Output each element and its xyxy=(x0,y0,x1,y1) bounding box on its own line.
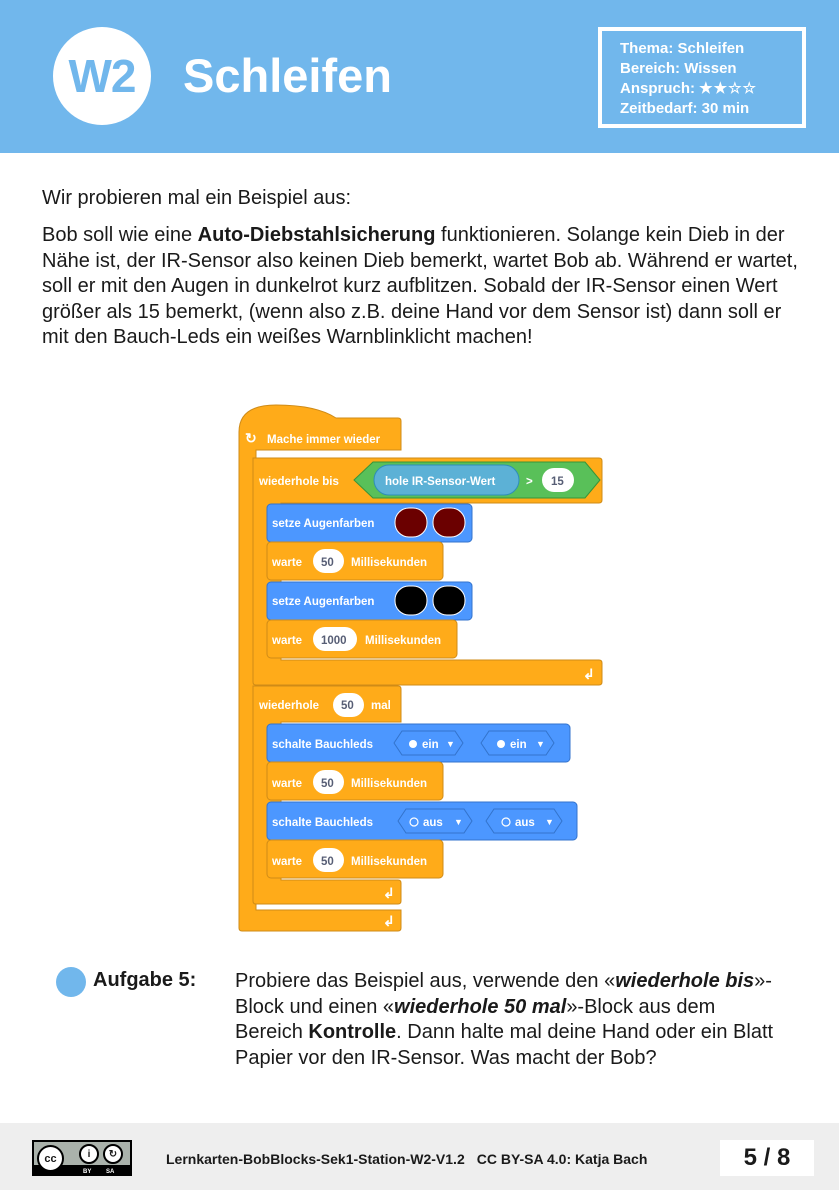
dropdown-icon: ▼ xyxy=(545,817,554,827)
times-label: mal xyxy=(371,700,391,712)
ms-label-4: Millisekunden xyxy=(351,856,428,868)
page-title: Schleifen xyxy=(183,49,392,102)
switch-leds-on-block xyxy=(267,724,570,762)
ms-label-3: Millisekunden xyxy=(351,778,428,790)
off-label-2: aus xyxy=(515,817,535,829)
wait-block-4 xyxy=(267,840,443,878)
info-box xyxy=(598,27,806,128)
set-eyes-label-1: setze Augenfarben xyxy=(272,518,375,530)
ms-label-1: Millisekunden xyxy=(351,557,428,569)
task-label: Aufgabe 5: xyxy=(93,969,197,991)
task-t3: »-Block aus dem Bereich xyxy=(235,995,716,1043)
repeat-until-arrow-icon: ↲ xyxy=(583,666,595,682)
description-paragraph xyxy=(42,223,802,351)
info-thema: Thema: Schleifen xyxy=(620,40,745,57)
wait-value-4: 50 xyxy=(321,856,334,868)
wait-label-4: warte xyxy=(272,856,303,868)
info-anspruch xyxy=(620,79,802,99)
info-anspruch-label: Anspruch: xyxy=(620,80,695,97)
dropdown-icon: ▼ xyxy=(454,817,463,827)
task-bullet-icon xyxy=(56,967,86,997)
cc-license-logo xyxy=(32,1140,132,1176)
set-eyes-block-2 xyxy=(267,582,472,620)
footer xyxy=(0,1123,839,1190)
ir-sensor-label: hole IR-Sensor-Wert xyxy=(385,476,496,488)
license-text: CC BY-SA 4.0: Katja Bach xyxy=(476,1151,648,1167)
intro-text: Wir probieren mal ein Beispiel aus: xyxy=(42,187,352,209)
loop-icon: ↻ xyxy=(245,430,257,446)
by-icon: i xyxy=(79,1144,99,1164)
on-label-2: ein xyxy=(510,739,527,751)
repeat-arrow-icon: ↲ xyxy=(383,885,395,901)
switch-leds-off-block xyxy=(267,802,577,840)
paragraph-part2: funktionieren. Solange kein Dieb in der Nähe ist, der IR-Sensor also keinen Dieb bemerkt, wartet Bob ab. Während er wartet, soll er mit den Augen in dunkelrot kurz aufblitzen. Sobald der IR-Sensor einen Wert größer als 15 bemerkt, (wenn also z.B. deine Hand vor dem Sensor ist) dann soll er mit den Bauch-Leds ein weißes Warnblinklicht machen! xyxy=(42,224,798,348)
task-t4: . Dann halte mal deine Hand oder ein Blatt Papier vor den IR-Sensor. Was macht der Bob? xyxy=(235,1021,774,1069)
repeat-count: 50 xyxy=(341,700,354,712)
doc-id: Lernkarten-BobBlocks-Sek1-Station-W2-V1.2 xyxy=(166,1151,465,1167)
wait-label-3: warte xyxy=(272,778,303,790)
code-block-image xyxy=(236,402,606,934)
info-zeit: Zeitbedarf: 30 min xyxy=(620,100,750,117)
ms-label-2: Millisekunden xyxy=(365,635,442,647)
wait-block-1 xyxy=(267,542,443,580)
gt-operator: > xyxy=(526,476,533,488)
task-t1: Probiere das Beispiel aus, verwende den « xyxy=(235,970,616,992)
wait-block-3 xyxy=(267,762,443,800)
info-bereich: Bereich: Wissen xyxy=(620,60,737,77)
sa-text: SA xyxy=(106,1169,115,1175)
switch-leds-label-1: schalte Bauchleds xyxy=(272,739,373,751)
task-b2: wiederhole 50 mal xyxy=(394,995,567,1018)
wait-label-1: warte xyxy=(272,557,303,569)
forever-label: Mache immer wieder xyxy=(267,434,381,446)
task-t2: »-Block und einen « xyxy=(235,970,772,1018)
paragraph-part1: Bob soll wie eine xyxy=(42,224,198,246)
set-eyes-label-2: setze Augenfarben xyxy=(272,596,375,608)
wait-block-2 xyxy=(267,620,457,658)
wait-label-2: warte xyxy=(272,635,303,647)
station-badge: W2 xyxy=(53,27,151,125)
dropdown-icon: ▼ xyxy=(536,739,545,749)
dropdown-icon: ▼ xyxy=(446,739,455,749)
cc-icon: cc xyxy=(37,1145,64,1172)
task-text xyxy=(235,969,780,1071)
set-eyes-block-1 xyxy=(267,504,472,542)
footer-text xyxy=(166,1151,647,1167)
repeat-label: wiederhole xyxy=(259,700,320,712)
by-text: BY xyxy=(83,1169,92,1175)
star-rating-icon: ★★☆☆ xyxy=(699,80,757,97)
header-banner xyxy=(0,0,839,153)
repeat-until-label: wiederhole bis xyxy=(259,476,339,488)
task-b3: Kontrolle xyxy=(308,1021,397,1043)
sa-icon: ↻ xyxy=(103,1144,123,1164)
loop-arrow-icon: ↲ xyxy=(383,913,395,929)
switch-leds-label-2: schalte Bauchleds xyxy=(272,817,373,829)
off-label-1: aus xyxy=(423,817,443,829)
page-number: 5 / 8 xyxy=(720,1140,814,1176)
wait-value-1: 50 xyxy=(321,557,334,569)
threshold-value: 15 xyxy=(551,476,564,488)
on-label-1: ein xyxy=(422,739,439,751)
wait-value-2: 1000 xyxy=(321,635,347,647)
task-b1: wiederhole bis xyxy=(615,970,755,992)
paragraph-bold: Auto-Diebstahlsicherung xyxy=(197,224,436,246)
wait-value-3: 50 xyxy=(321,778,334,790)
